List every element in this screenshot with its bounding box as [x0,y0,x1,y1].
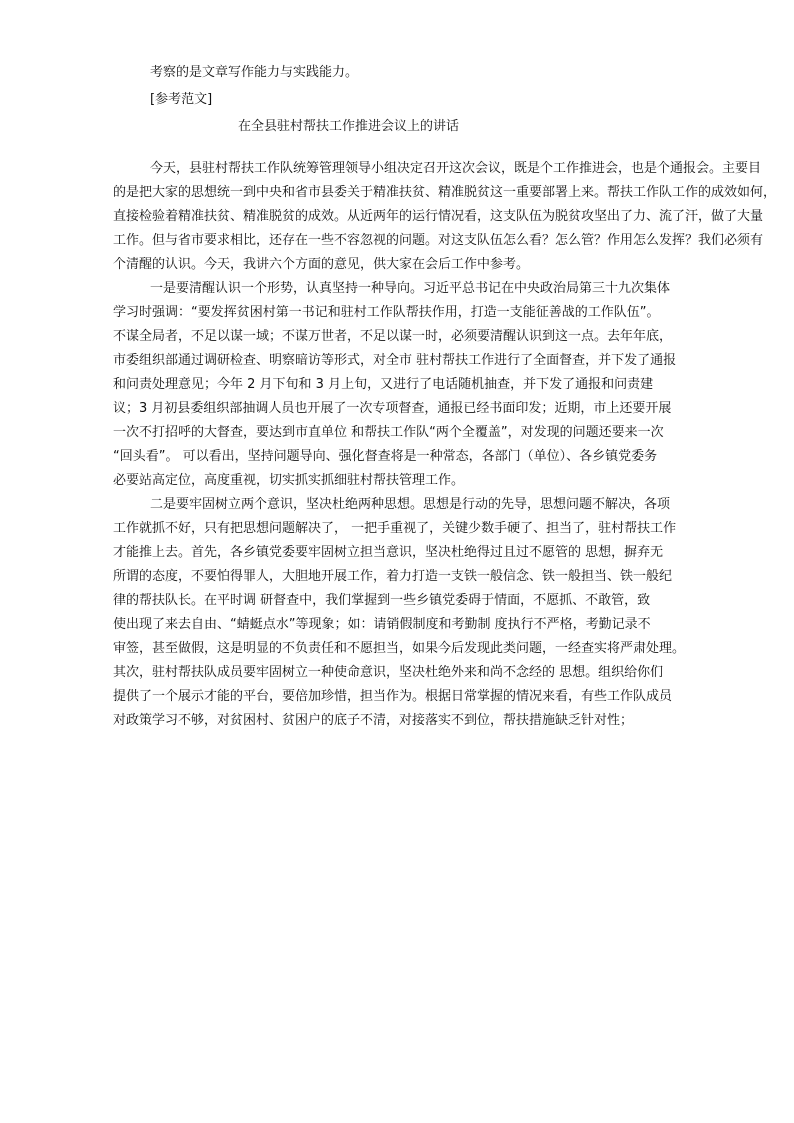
paragraph-line: 工作。但与省市要求相比，还存在一些不容忽视的问题。对这支队伍怎么看？怎么管？作用怎么发挥？我们必须有 [113,233,764,248]
paragraph-line: 才能推上去。首先，各乡镇党委要牢固树立担当意识，坚决杜绝得过且过不愿管的 思想，摒弃无 [113,545,664,560]
paragraph-line: 个清醒的认识。今天，我讲六个方面的意见，供大家在会后工作中参考。 [113,257,530,272]
paragraph-line: 使出现了来去自由、“蜻蜓点水”等现象；如：请销假制度和考勤制 度执行不严格，考勤记录不 [113,617,651,632]
paragraph-line: 的是把大家的思想统一到中央和省市县委关于精准扶贫、精准脱贫这一重要部署上来。帮扶工作队工作的成效如何， [113,185,777,200]
paragraph-line: 工作就抓不好，只有把思想问题解决了， 一把手重视了，关键少数手硬了、担当了，驻村帮扶工作 [113,521,677,536]
paragraph-line: 市委组织部通过调研检查、明察暗访等形式，对全市 驻村帮扶工作进行了全面督查，并下发了通报 [113,353,677,368]
paragraph-line: 不谋全局者，不足以谋一域；不谋万世者，不足以谋一时，必须要清醒认识到这一点。去年年底， [113,329,673,344]
intro-line: 考察的是文章写作能力与实践能力。 [150,65,359,80]
paragraph-line: 一次不打招呼的大督查，要达到市直单位 和帮扶工作队“两个全覆盖”，对发现的问题还要来一次 [113,425,664,440]
paragraph-line: 直接检验着精准扶贫、精准脱贫的成效。从近两年的运行情况看，这支队伍为脱贫攻坚出了力、流了汗，做了大量 [113,209,764,224]
paragraph-line: 议；3 月初县委组织部抽调人员也开展了一次专项督查，通报已经书面印发；近期，市上还要开展 [113,401,672,416]
paragraph-line: 审签，甚至做假，这是明显的不负责任和不愿担当，如果今后发现此类问题，一经查实将严肃处理。 [113,641,686,656]
paragraph-line: 提供了一个展示才能的平台，要倍加珍惜，担当作为。根据日常掌握的情况来看，有些工作队成员 [113,689,673,704]
paragraph-line: “回头看”。 可以看出，坚持问题导向、强化督查将是一种常态，各部门（单位）、各乡镇党委务 [113,449,658,464]
reference-label: [参考范文] [150,92,213,107]
paragraph-line: 一是要清醒认识一个形势，认真坚持一种导向。习近平总书记在中央政治局第三十九次集体 [150,281,671,296]
paragraph-line: 二是要牢固树立两个意识，坚决杜绝两种思想。思想是行动的先导，思想问题不解决，各项 [150,497,671,512]
paragraph-line: 所谓的态度，不要怕得罪人，大胆地开展工作，着力打造一支铁一般信念、铁一般担当、铁一般纪 [113,569,673,584]
paragraph-line: 必要站高定位，高度重视，切实抓实抓细驻村帮扶管理工作。 [113,473,465,488]
paragraph-line: 其次，驻村帮扶队成员要牢固树立一种使命意识，坚决杜绝外来和尚不念经的 思想。组织给你们 [113,665,664,680]
paragraph-line: 和问责处理意见；今年 2 月下旬和 3 月上旬，又进行了电话随机抽查，并下发了通报和问责建 [113,377,654,392]
paragraph-line: 律的帮扶队长。在平时调 研督查中，我们掌握到一些乡镇党委碍于情面，不愿抓、不敢管，致 [113,593,651,608]
paragraph-line: 学习时强调：“要发挥贫困村第一书记和驻村工作队帮扶作用，打造一支能征善战的工作队伍”。 [113,305,660,320]
paragraph-line: 今天，县驻村帮扶工作队统筹管理领导小组决定召开这次会议，既是个工作推进会，也是个通报会。主要目 [150,161,762,176]
paragraph-line: 对政策学习不够，对贫困村、贫困户的底子不清，对接落实不到位，帮扶措施缺乏针对性； [113,713,634,728]
speech-title: 在全县驻村帮扶工作推进会议上的讲话 [238,119,460,134]
